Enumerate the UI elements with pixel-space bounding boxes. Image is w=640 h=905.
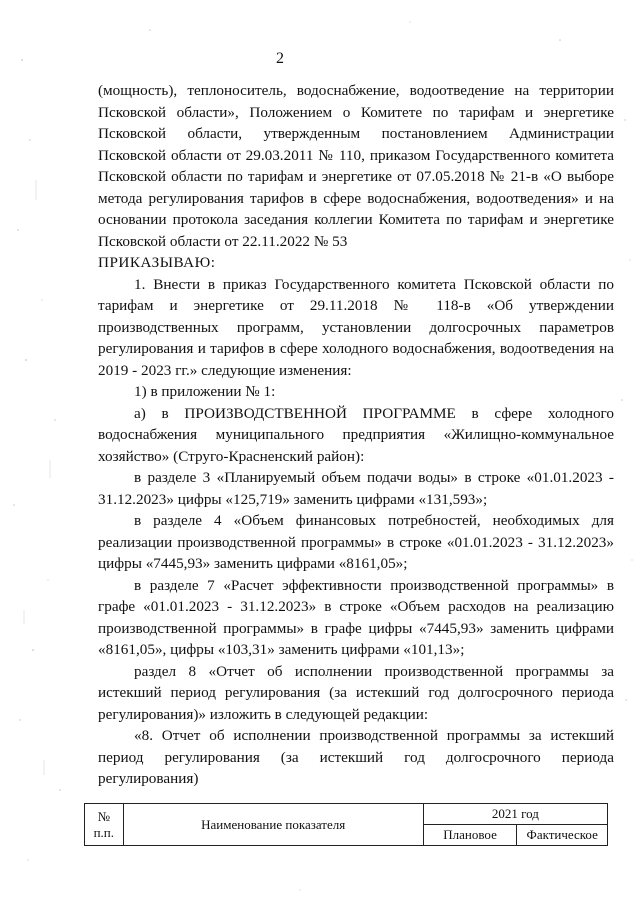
paragraph-preamble: (мощность), теплоноситель, водоснабжение, водоотведение на территории Псковской области», Положением о Комитете по тарифам и энергетике Псковской области, утвержденным постановлением Администрации Псковской области от 29.03.2011 № 110, приказом Государственного комитета Псковской области по тарифам и энергетике от 07.05.2018 № 21-в «О выборе метода регулирования тарифов в сфере водоснабжения, водоотведения» и на основании протокола заседания коллегии Комитета по тарифам и энергетике Псковской области от 22.11.2022 № 53 — [98, 82, 614, 250]
paragraph-section-4: в разделе 4 «Объем финансовых потребностей, необходимых для реализации производственной программы» в строке «01.01.2023 - 31.12.2023» цифры «7445,93» заменить цифрами «8161,05»; — [98, 512, 614, 572]
page-number: 2 — [276, 50, 284, 67]
header-year: 2021 год — [423, 804, 607, 825]
paragraph-section-3: в разделе 3 «Планируемый объем подачи воды» в строке «01.01.2023 - 31.12.2023» цифры «125,719» заменить цифрами «131,593»; — [98, 469, 614, 508]
order-word: ПРИКАЗЫВАЮ: — [98, 254, 216, 271]
paragraph-section-8: раздел 8 «Отчет об исполнении производственной программы за истекший период регулирования (за истекший год долгосрочного периода регулирования)» изложить в следующей редакции: — [98, 662, 614, 723]
report-table — [84, 803, 608, 846]
paragraph-program-a: а) в ПРОИЗВОДСТВЕННОЙ ПРОГРАММЕ в сфере холодного водоснабжения муниципального предприятия «Жилищно-коммунальное хозяйство» (Струго-Красненский район): — [98, 404, 614, 465]
paragraph-appendix-1: 1) в приложении № 1: — [134, 383, 276, 400]
header-planned: Плановое — [423, 825, 517, 846]
table-header-row — [85, 804, 608, 825]
header-number: № п.п. — [85, 804, 124, 846]
paragraph-report-heading: «8. Отчет об исполнении производственной программы за истекший период регулирования (за истекший год долгосрочного периода регулирования) — [98, 727, 614, 787]
header-indicator-name: Наименование показателя — [123, 804, 423, 846]
paragraph-section-7: в разделе 7 «Расчет эффективности производственной программы» в графе «01.01.2023 - 31.12.2023» в строке «Объем расходов на реализацию производственной программы» в графе цифры «7445,93» заменить цифрами «8161,05», цифры «103,31» заменить цифрами «101,13»; — [98, 576, 614, 658]
paragraph-item-1: 1. Внести в приказ Государственного комитета Псковской области по тарифам и энергетике от 29.11.2018 № 118-в «Об утверждении производственных программ, установлении долгосрочных параметров регулирования и тарифов в сфере холодного водоснабжения, водоотведения на 2019 - 2023 гг.» следующие изменения: — [98, 275, 614, 379]
document-body — [98, 80, 614, 790]
header-actual: Фактическое — [517, 825, 608, 846]
